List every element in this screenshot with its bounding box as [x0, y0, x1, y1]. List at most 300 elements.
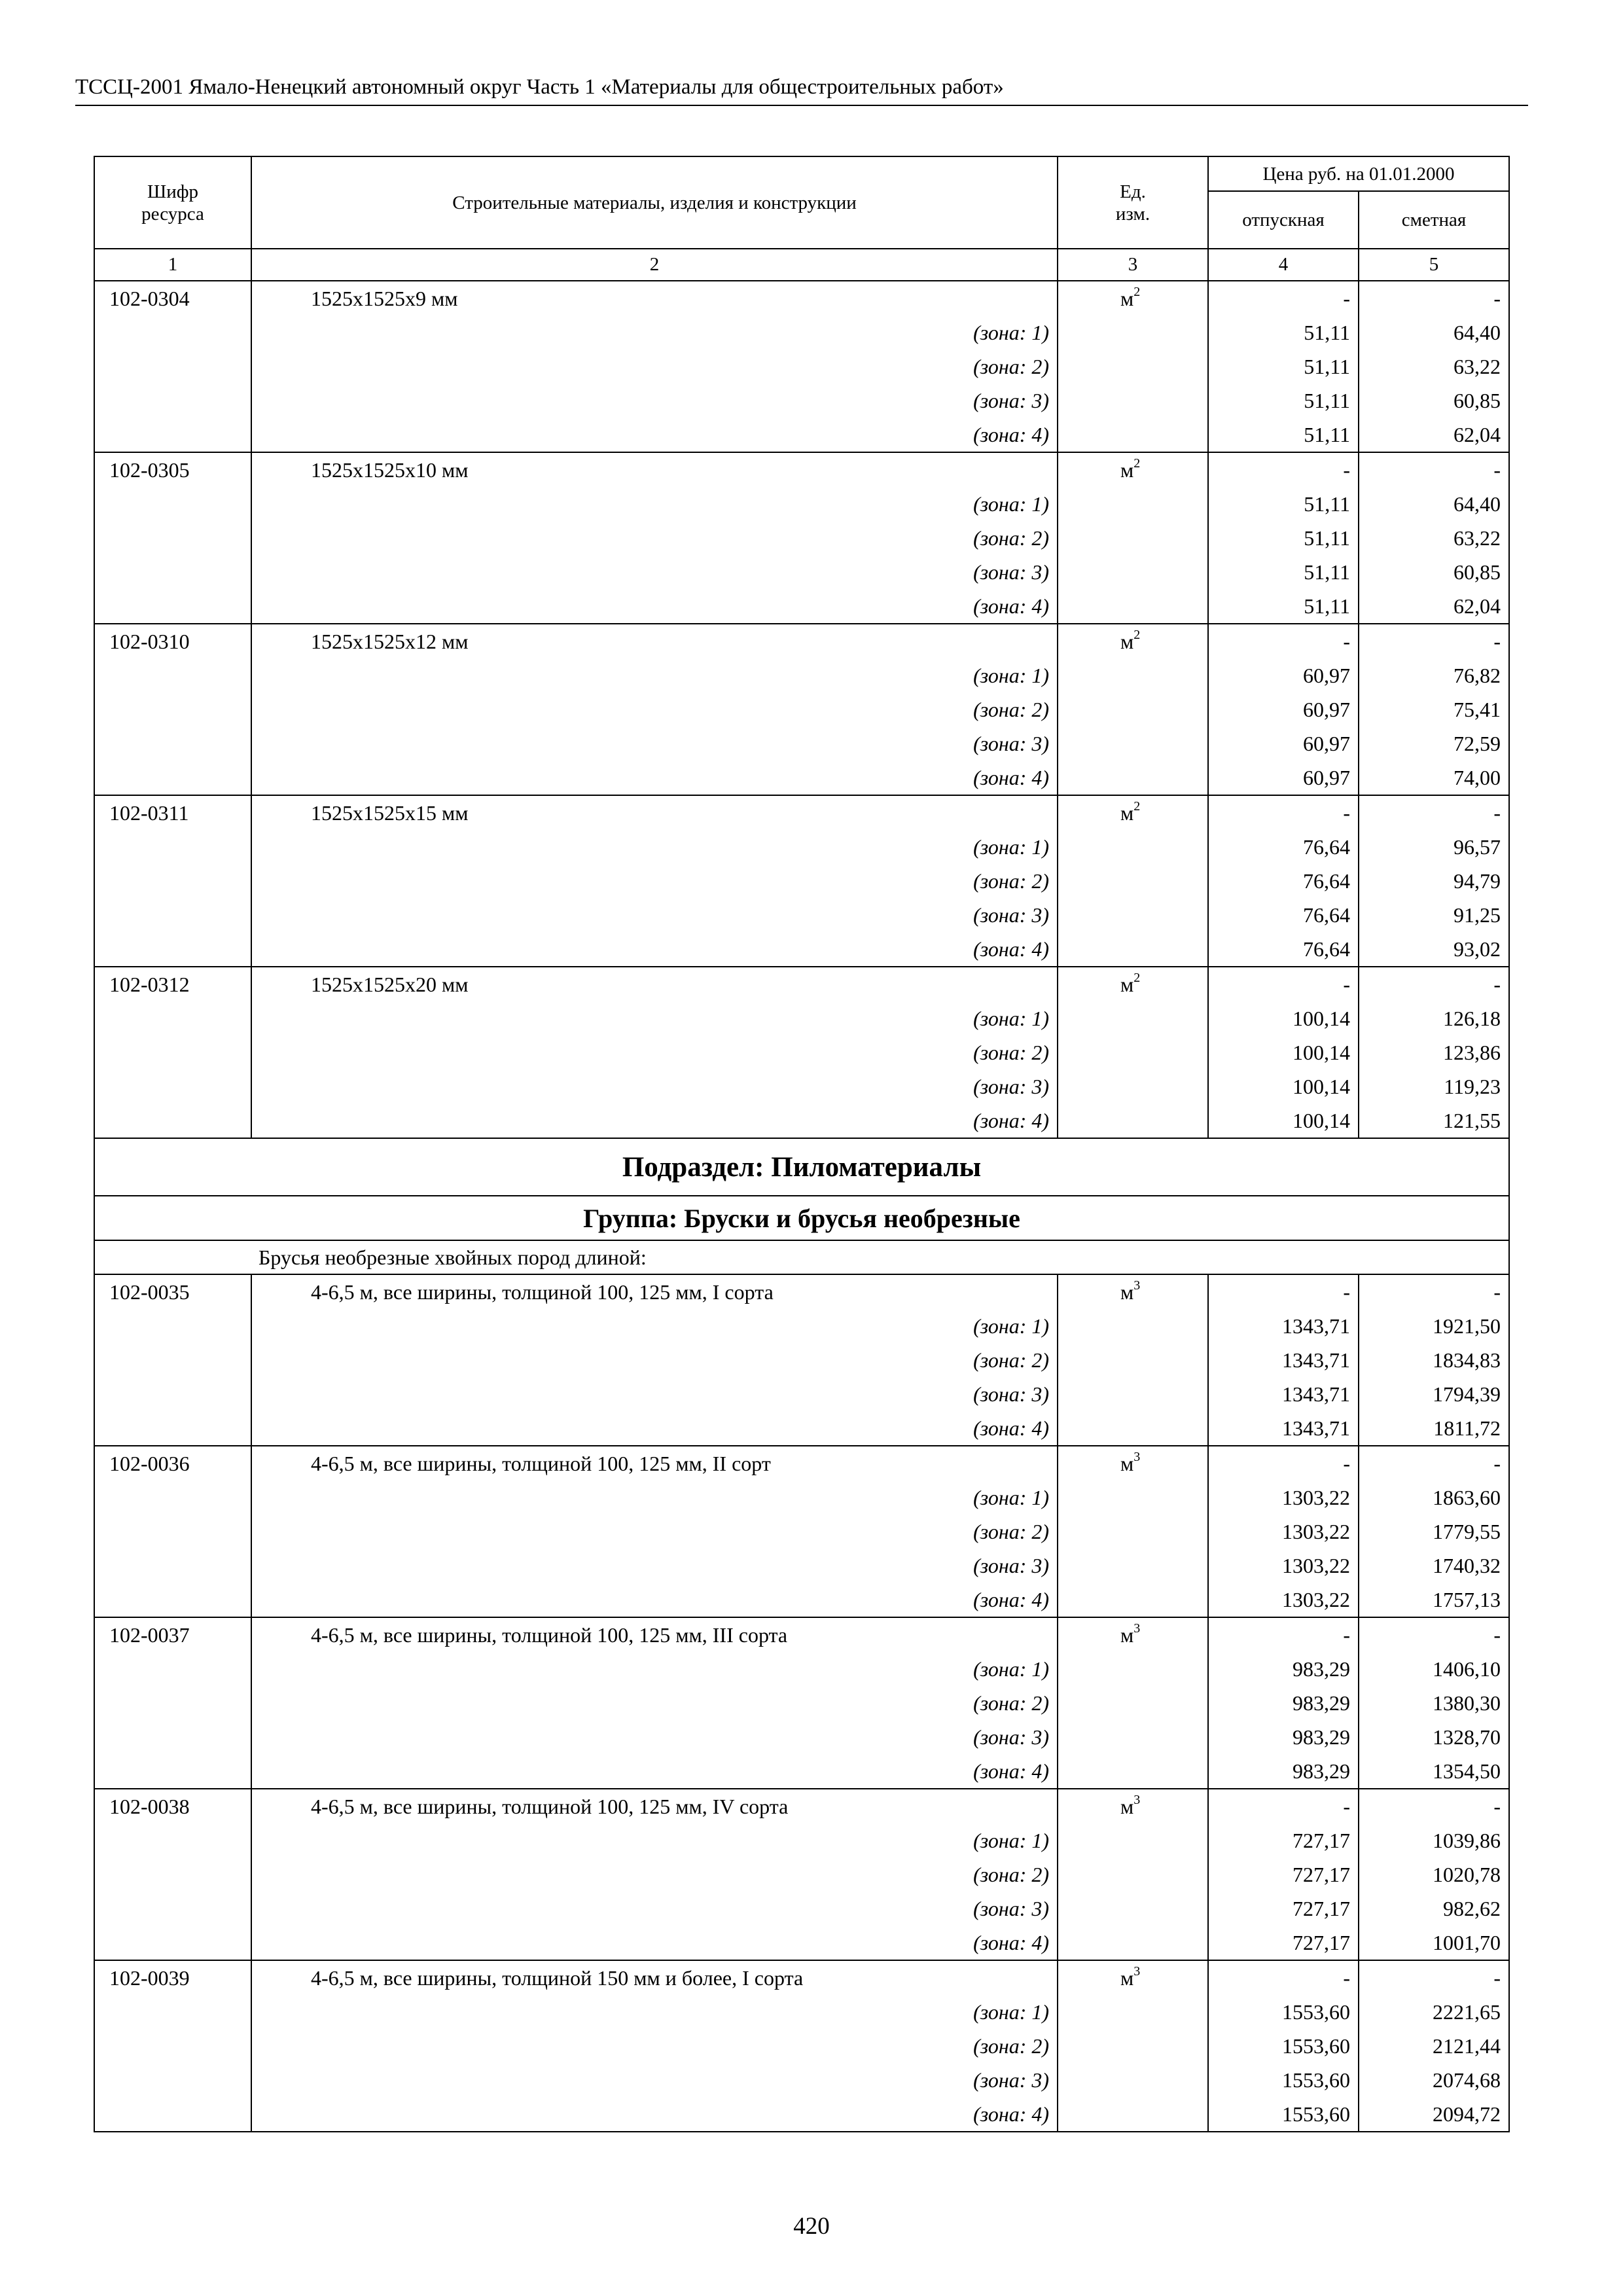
- release-price: -: [1208, 1789, 1359, 1823]
- zone-label: (зона: 1): [251, 315, 1058, 350]
- estimate-price: -: [1359, 1446, 1509, 1480]
- zone-label: (зона: 3): [251, 898, 1058, 932]
- zone-estimate-price: 123,86: [1359, 1035, 1509, 1069]
- zone-label: (зона: 1): [251, 1309, 1058, 1343]
- empty-code-cell: [94, 350, 251, 384]
- zone-label: (зона: 3): [251, 1069, 1058, 1103]
- unit-cell: [1058, 1960, 1208, 1995]
- zone-row: [94, 1377, 1509, 1411]
- empty-code-cell: [94, 555, 251, 589]
- empty-unit-cell: [1058, 1754, 1208, 1789]
- zone-release-price: 60,97: [1208, 761, 1359, 795]
- resource-code: 102-0311: [94, 795, 251, 830]
- zone-release-price: 51,11: [1208, 350, 1359, 384]
- empty-unit-cell: [1058, 2097, 1208, 2132]
- zone-release-price: 76,64: [1208, 932, 1359, 967]
- empty-code-cell: [94, 1069, 251, 1103]
- empty-unit-cell: [1058, 1103, 1208, 1138]
- empty-code-cell: [94, 2097, 251, 2132]
- zone-label: (зона: 1): [251, 1652, 1058, 1686]
- estimate-price: -: [1359, 281, 1509, 315]
- header-code: [94, 156, 251, 249]
- empty-code-cell: [94, 1686, 251, 1720]
- zone-row: [94, 1652, 1509, 1686]
- header-code-label: Шифр ресурса: [141, 181, 204, 224]
- zone-estimate-price: 64,40: [1359, 315, 1509, 350]
- unit-label: м: [1120, 1280, 1134, 1304]
- empty-code-cell: [94, 1652, 251, 1686]
- zone-estimate-price: 2074,68: [1359, 2063, 1509, 2097]
- zone-row: [94, 692, 1509, 726]
- zone-release-price: 51,11: [1208, 418, 1359, 452]
- release-price: -: [1208, 1960, 1359, 1995]
- zone-label: (зона: 2): [251, 864, 1058, 898]
- column-number: 1: [94, 249, 251, 281]
- group-title: Группа: Бруски и брусья необрезные: [94, 1196, 1509, 1240]
- zone-label: (зона: 3): [251, 384, 1058, 418]
- item-row: [94, 1789, 1509, 1823]
- item-name: 1525х1525х12 мм: [251, 624, 1058, 658]
- empty-code-cell: [94, 830, 251, 864]
- zone-release-price: 1303,22: [1208, 1549, 1359, 1583]
- empty-code-cell: [94, 1892, 251, 1926]
- zone-estimate-price: 1354,50: [1359, 1754, 1509, 1789]
- zone-estimate-price: 1779,55: [1359, 1515, 1509, 1549]
- zone-row: [94, 1411, 1509, 1446]
- empty-code-cell: [94, 1411, 251, 1446]
- empty-code-cell: [94, 589, 251, 624]
- item-row: [94, 967, 1509, 1001]
- zone-label: (зона: 4): [251, 932, 1058, 967]
- empty-code-cell: [94, 1754, 251, 1789]
- zone-estimate-price: 72,59: [1359, 726, 1509, 761]
- header-name: Строительные материалы, изделия и конструкции: [251, 156, 1058, 249]
- release-price: -: [1208, 624, 1359, 658]
- group-row: [94, 1196, 1509, 1240]
- zone-row: [94, 350, 1509, 384]
- zone-release-price: 1553,60: [1208, 1995, 1359, 2029]
- zone-row: [94, 1857, 1509, 1892]
- zone-row: [94, 589, 1509, 624]
- zone-estimate-price: 121,55: [1359, 1103, 1509, 1138]
- empty-unit-cell: [1058, 932, 1208, 967]
- note-row: [94, 1240, 1509, 1274]
- zone-estimate-price: 93,02: [1359, 932, 1509, 967]
- unit-exponent: 2: [1133, 970, 1141, 985]
- zone-estimate-price: 1921,50: [1359, 1309, 1509, 1343]
- zone-label: (зона: 1): [251, 658, 1058, 692]
- release-price: -: [1208, 967, 1359, 1001]
- zone-estimate-price: 60,85: [1359, 384, 1509, 418]
- zone-release-price: 983,29: [1208, 1652, 1359, 1686]
- zone-label: (зона: 4): [251, 1583, 1058, 1617]
- empty-unit-cell: [1058, 384, 1208, 418]
- zone-release-price: 727,17: [1208, 1926, 1359, 1960]
- zone-release-price: 727,17: [1208, 1857, 1359, 1892]
- zone-estimate-price: 1863,60: [1359, 1480, 1509, 1515]
- empty-unit-cell: [1058, 487, 1208, 521]
- empty-code-cell: [94, 1377, 251, 1411]
- zone-release-price: 76,64: [1208, 830, 1359, 864]
- unit-exponent: 3: [1133, 1621, 1141, 1636]
- empty-unit-cell: [1058, 1480, 1208, 1515]
- zone-row: [94, 384, 1509, 418]
- zone-release-price: 1343,71: [1208, 1343, 1359, 1377]
- empty-code-cell: [94, 1035, 251, 1069]
- zone-release-price: 60,97: [1208, 726, 1359, 761]
- empty-unit-cell: [1058, 1995, 1208, 2029]
- empty-code-cell: [94, 932, 251, 967]
- resource-code: 102-0305: [94, 452, 251, 487]
- empty-unit-cell: [1058, 830, 1208, 864]
- zone-release-price: 100,14: [1208, 1001, 1359, 1035]
- unit-exponent: 2: [1133, 627, 1141, 642]
- zone-label: (зона: 2): [251, 350, 1058, 384]
- zone-row: [94, 521, 1509, 555]
- header-price: Цена руб. на 01.01.2000: [1208, 156, 1509, 191]
- item-name: 1525х1525х20 мм: [251, 967, 1058, 1001]
- empty-unit-cell: [1058, 1857, 1208, 1892]
- empty-unit-cell: [1058, 1515, 1208, 1549]
- zone-label: (зона: 4): [251, 589, 1058, 624]
- unit-label: м: [1120, 629, 1134, 653]
- zone-estimate-price: 1020,78: [1359, 1857, 1509, 1892]
- zone-row: [94, 1001, 1509, 1035]
- zone-label: (зона: 2): [251, 1515, 1058, 1549]
- zone-estimate-price: 1834,83: [1359, 1343, 1509, 1377]
- empty-unit-cell: [1058, 1309, 1208, 1343]
- zone-label: (зона: 3): [251, 2063, 1058, 2097]
- zone-label: (зона: 4): [251, 418, 1058, 452]
- zone-release-price: 727,17: [1208, 1892, 1359, 1926]
- zone-row: [94, 1892, 1509, 1926]
- zone-estimate-price: 1406,10: [1359, 1652, 1509, 1686]
- unit-cell: [1058, 795, 1208, 830]
- zone-label: (зона: 1): [251, 1995, 1058, 2029]
- item-name: 4-6,5 м, все ширины, толщиной 100, 125 мм, I сорта: [251, 1274, 1058, 1309]
- resource-code: 102-0038: [94, 1789, 251, 1823]
- header-unit: [1058, 156, 1208, 249]
- resource-code: 102-0039: [94, 1960, 251, 1995]
- empty-unit-cell: [1058, 898, 1208, 932]
- zone-estimate-price: 76,82: [1359, 658, 1509, 692]
- zone-row: [94, 1823, 1509, 1857]
- running-header: ТССЦ-2001 Ямало-Ненецкий автономный округ Часть 1 «Материалы для общестроительных работ»: [75, 75, 1004, 99]
- zone-row: [94, 2063, 1509, 2097]
- zone-release-price: 51,11: [1208, 384, 1359, 418]
- empty-code-cell: [94, 726, 251, 761]
- empty-unit-cell: [1058, 1343, 1208, 1377]
- unit-exponent: 3: [1133, 1449, 1141, 1464]
- header-estimate: сметная: [1359, 191, 1509, 249]
- header-unit-label: Ед. изм.: [1115, 181, 1150, 224]
- zone-release-price: 727,17: [1208, 1823, 1359, 1857]
- empty-unit-cell: [1058, 315, 1208, 350]
- unit-cell: [1058, 452, 1208, 487]
- empty-code-cell: [94, 1857, 251, 1892]
- item-name: 4-6,5 м, все ширины, толщиной 100, 125 мм, III сорта: [251, 1617, 1058, 1652]
- zone-label: (зона: 4): [251, 761, 1058, 795]
- estimate-price: -: [1359, 624, 1509, 658]
- empty-unit-cell: [1058, 418, 1208, 452]
- zone-label: (зона: 2): [251, 1857, 1058, 1892]
- estimate-price: -: [1359, 452, 1509, 487]
- zone-estimate-price: 96,57: [1359, 830, 1509, 864]
- column-number: 2: [251, 249, 1058, 281]
- empty-code-cell: [94, 315, 251, 350]
- unit-cell: [1058, 1789, 1208, 1823]
- unit-cell: [1058, 1617, 1208, 1652]
- empty-code-cell: [94, 487, 251, 521]
- zone-release-price: 1343,71: [1208, 1309, 1359, 1343]
- zone-label: (зона: 1): [251, 1001, 1058, 1035]
- empty-code-cell: [94, 2063, 251, 2097]
- zone-estimate-price: 1811,72: [1359, 1411, 1509, 1446]
- item-row: [94, 1617, 1509, 1652]
- zone-row: [94, 830, 1509, 864]
- zone-label: (зона: 1): [251, 487, 1058, 521]
- zone-label: (зона: 2): [251, 692, 1058, 726]
- item-row: [94, 795, 1509, 830]
- empty-code-cell: [94, 1720, 251, 1754]
- zone-estimate-price: 2094,72: [1359, 2097, 1509, 2132]
- zone-row: [94, 761, 1509, 795]
- zone-release-price: 60,97: [1208, 692, 1359, 726]
- zone-release-price: 1343,71: [1208, 1411, 1359, 1446]
- item-row: [94, 1446, 1509, 1480]
- estimate-price: -: [1359, 1789, 1509, 1823]
- zone-row: [94, 1103, 1509, 1138]
- zone-release-price: 100,14: [1208, 1069, 1359, 1103]
- unit-exponent: 3: [1133, 1964, 1141, 1979]
- unit-exponent: 3: [1133, 1278, 1141, 1293]
- zone-row: [94, 1343, 1509, 1377]
- empty-code-cell: [94, 1480, 251, 1515]
- zone-estimate-price: 94,79: [1359, 864, 1509, 898]
- zone-estimate-price: 1039,86: [1359, 1823, 1509, 1857]
- item-name: 4-6,5 м, все ширины, толщиной 100, 125 мм, IV сорта: [251, 1789, 1058, 1823]
- zone-estimate-price: 91,25: [1359, 898, 1509, 932]
- zone-release-price: 60,97: [1208, 658, 1359, 692]
- empty-unit-cell: [1058, 555, 1208, 589]
- item-name: 1525х1525х15 мм: [251, 795, 1058, 830]
- empty-unit-cell: [1058, 761, 1208, 795]
- estimate-price: -: [1359, 1617, 1509, 1652]
- empty-code-cell: [94, 1995, 251, 2029]
- zone-estimate-price: 2221,65: [1359, 1995, 1509, 2029]
- zone-release-price: 1553,60: [1208, 2029, 1359, 2063]
- empty-code-cell: [94, 658, 251, 692]
- zone-release-price: 1303,22: [1208, 1583, 1359, 1617]
- zone-row: [94, 1515, 1509, 1549]
- unit-label: м: [1120, 800, 1134, 825]
- zone-label: (зона: 3): [251, 726, 1058, 761]
- empty-code-cell: [94, 1001, 251, 1035]
- item-row: [94, 1960, 1509, 1995]
- resource-code: 102-0035: [94, 1274, 251, 1309]
- empty-code-cell: [94, 692, 251, 726]
- item-row: [94, 624, 1509, 658]
- item-name: 4-6,5 м, все ширины, толщиной 150 мм и более, I сорта: [251, 1960, 1058, 1995]
- zone-estimate-price: 1380,30: [1359, 1686, 1509, 1720]
- empty-unit-cell: [1058, 658, 1208, 692]
- unit-label: м: [1120, 1965, 1134, 1990]
- resource-code: 102-0304: [94, 281, 251, 315]
- zone-row: [94, 487, 1509, 521]
- empty-code-cell: [94, 2029, 251, 2063]
- empty-unit-cell: [1058, 1069, 1208, 1103]
- release-price: -: [1208, 1617, 1359, 1652]
- zone-release-price: 51,11: [1208, 521, 1359, 555]
- empty-unit-cell: [1058, 1892, 1208, 1926]
- zone-release-price: 983,29: [1208, 1686, 1359, 1720]
- zone-release-price: 51,11: [1208, 487, 1359, 521]
- release-price: -: [1208, 1446, 1359, 1480]
- empty-code-cell: [94, 864, 251, 898]
- unit-cell: [1058, 967, 1208, 1001]
- zone-label: (зона: 2): [251, 2029, 1058, 2063]
- unit-label: м: [1120, 286, 1134, 310]
- empty-code-cell: [94, 384, 251, 418]
- estimate-price: -: [1359, 1274, 1509, 1309]
- zone-row: [94, 864, 1509, 898]
- zone-label: (зона: 3): [251, 1377, 1058, 1411]
- zone-row: [94, 1035, 1509, 1069]
- zone-row: [94, 1549, 1509, 1583]
- unit-exponent: 2: [1133, 798, 1141, 814]
- zone-row: [94, 1720, 1509, 1754]
- zone-row: [94, 418, 1509, 452]
- zone-label: (зона: 3): [251, 1720, 1058, 1754]
- unit-label: м: [1120, 972, 1134, 996]
- empty-unit-cell: [1058, 1720, 1208, 1754]
- unit-label: м: [1120, 1623, 1134, 1647]
- zone-row: [94, 1309, 1509, 1343]
- empty-code-cell: [94, 1583, 251, 1617]
- item-row: [94, 452, 1509, 487]
- estimate-price: -: [1359, 795, 1509, 830]
- resource-code: 102-0310: [94, 624, 251, 658]
- empty-unit-cell: [1058, 2063, 1208, 2097]
- empty-code-cell: [94, 521, 251, 555]
- page-number: 420: [793, 2213, 830, 2240]
- empty-code-cell: [94, 1343, 251, 1377]
- zone-label: (зона: 4): [251, 1103, 1058, 1138]
- zone-row: [94, 932, 1509, 967]
- zone-row: [94, 1926, 1509, 1960]
- zone-release-price: 1303,22: [1208, 1515, 1359, 1549]
- zone-label: (зона: 4): [251, 2097, 1058, 2132]
- zone-label: (зона: 4): [251, 1926, 1058, 1960]
- zone-row: [94, 898, 1509, 932]
- zone-label: (зона: 1): [251, 1480, 1058, 1515]
- zone-estimate-price: 63,22: [1359, 521, 1509, 555]
- zone-row: [94, 726, 1509, 761]
- unit-exponent: 2: [1133, 284, 1141, 299]
- zone-label: (зона: 1): [251, 1823, 1058, 1857]
- estimate-price: -: [1359, 967, 1509, 1001]
- zone-row: [94, 1583, 1509, 1617]
- column-number: 4: [1208, 249, 1359, 281]
- resource-code: 102-0036: [94, 1446, 251, 1480]
- empty-code-cell: [94, 1549, 251, 1583]
- unit-exponent: 3: [1133, 1792, 1141, 1807]
- resource-code: 102-0037: [94, 1617, 251, 1652]
- zone-release-price: 1553,60: [1208, 2063, 1359, 2097]
- zone-row: [94, 2097, 1509, 2132]
- zone-estimate-price: 60,85: [1359, 555, 1509, 589]
- zone-label: (зона: 2): [251, 1035, 1058, 1069]
- zone-label: (зона: 3): [251, 555, 1058, 589]
- table-body: [94, 281, 1509, 2132]
- zone-estimate-price: 74,00: [1359, 761, 1509, 795]
- empty-unit-cell: [1058, 1035, 1208, 1069]
- zone-label: (зона: 3): [251, 1892, 1058, 1926]
- item-row: [94, 1274, 1509, 1309]
- empty-unit-cell: [1058, 350, 1208, 384]
- empty-code-cell: [94, 1103, 251, 1138]
- unit-cell: [1058, 624, 1208, 658]
- zone-release-price: 1303,22: [1208, 1480, 1359, 1515]
- zone-estimate-price: 2121,44: [1359, 2029, 1509, 2063]
- estimate-price: -: [1359, 1960, 1509, 1995]
- zone-label: (зона: 3): [251, 1549, 1058, 1583]
- unit-label: м: [1120, 1451, 1134, 1475]
- zone-estimate-price: 119,23: [1359, 1069, 1509, 1103]
- zone-row: [94, 315, 1509, 350]
- zone-label: (зона: 4): [251, 1754, 1058, 1789]
- empty-unit-cell: [1058, 1823, 1208, 1857]
- column-number: 3: [1058, 249, 1208, 281]
- empty-unit-cell: [1058, 521, 1208, 555]
- zone-release-price: 100,14: [1208, 1035, 1359, 1069]
- zone-release-price: 1343,71: [1208, 1377, 1359, 1411]
- empty-unit-cell: [1058, 864, 1208, 898]
- zone-release-price: 100,14: [1208, 1103, 1359, 1138]
- zone-row: [94, 1480, 1509, 1515]
- unit-label: м: [1120, 1794, 1134, 1818]
- empty-unit-cell: [1058, 1001, 1208, 1035]
- empty-unit-cell: [1058, 1686, 1208, 1720]
- column-number-row: [94, 249, 1509, 281]
- zone-estimate-price: 1328,70: [1359, 1720, 1509, 1754]
- release-price: -: [1208, 281, 1359, 315]
- zone-estimate-price: 62,04: [1359, 589, 1509, 624]
- empty-code-cell: [94, 1823, 251, 1857]
- empty-unit-cell: [1058, 1583, 1208, 1617]
- zone-label: (зона: 4): [251, 1411, 1058, 1446]
- zone-release-price: 51,11: [1208, 555, 1359, 589]
- item-row: [94, 281, 1509, 315]
- item-name: 4-6,5 м, все ширины, толщиной 100, 125 мм, II сорт: [251, 1446, 1058, 1480]
- unit-cell: [1058, 1274, 1208, 1309]
- empty-unit-cell: [1058, 726, 1208, 761]
- unit-label: м: [1120, 457, 1134, 482]
- zone-label: (зона: 2): [251, 1686, 1058, 1720]
- zone-release-price: 1553,60: [1208, 2097, 1359, 2132]
- zone-label: (зона: 2): [251, 521, 1058, 555]
- zone-release-price: 51,11: [1208, 589, 1359, 624]
- empty-code-cell: [94, 1309, 251, 1343]
- group-note: Брусья необрезные хвойных пород длиной:: [94, 1240, 1509, 1274]
- resource-code: 102-0312: [94, 967, 251, 1001]
- zone-row: [94, 2029, 1509, 2063]
- zone-release-price: 983,29: [1208, 1720, 1359, 1754]
- empty-code-cell: [94, 1515, 251, 1549]
- zone-row: [94, 555, 1509, 589]
- unit-cell: [1058, 1446, 1208, 1480]
- zone-label: (зона: 2): [251, 1343, 1058, 1377]
